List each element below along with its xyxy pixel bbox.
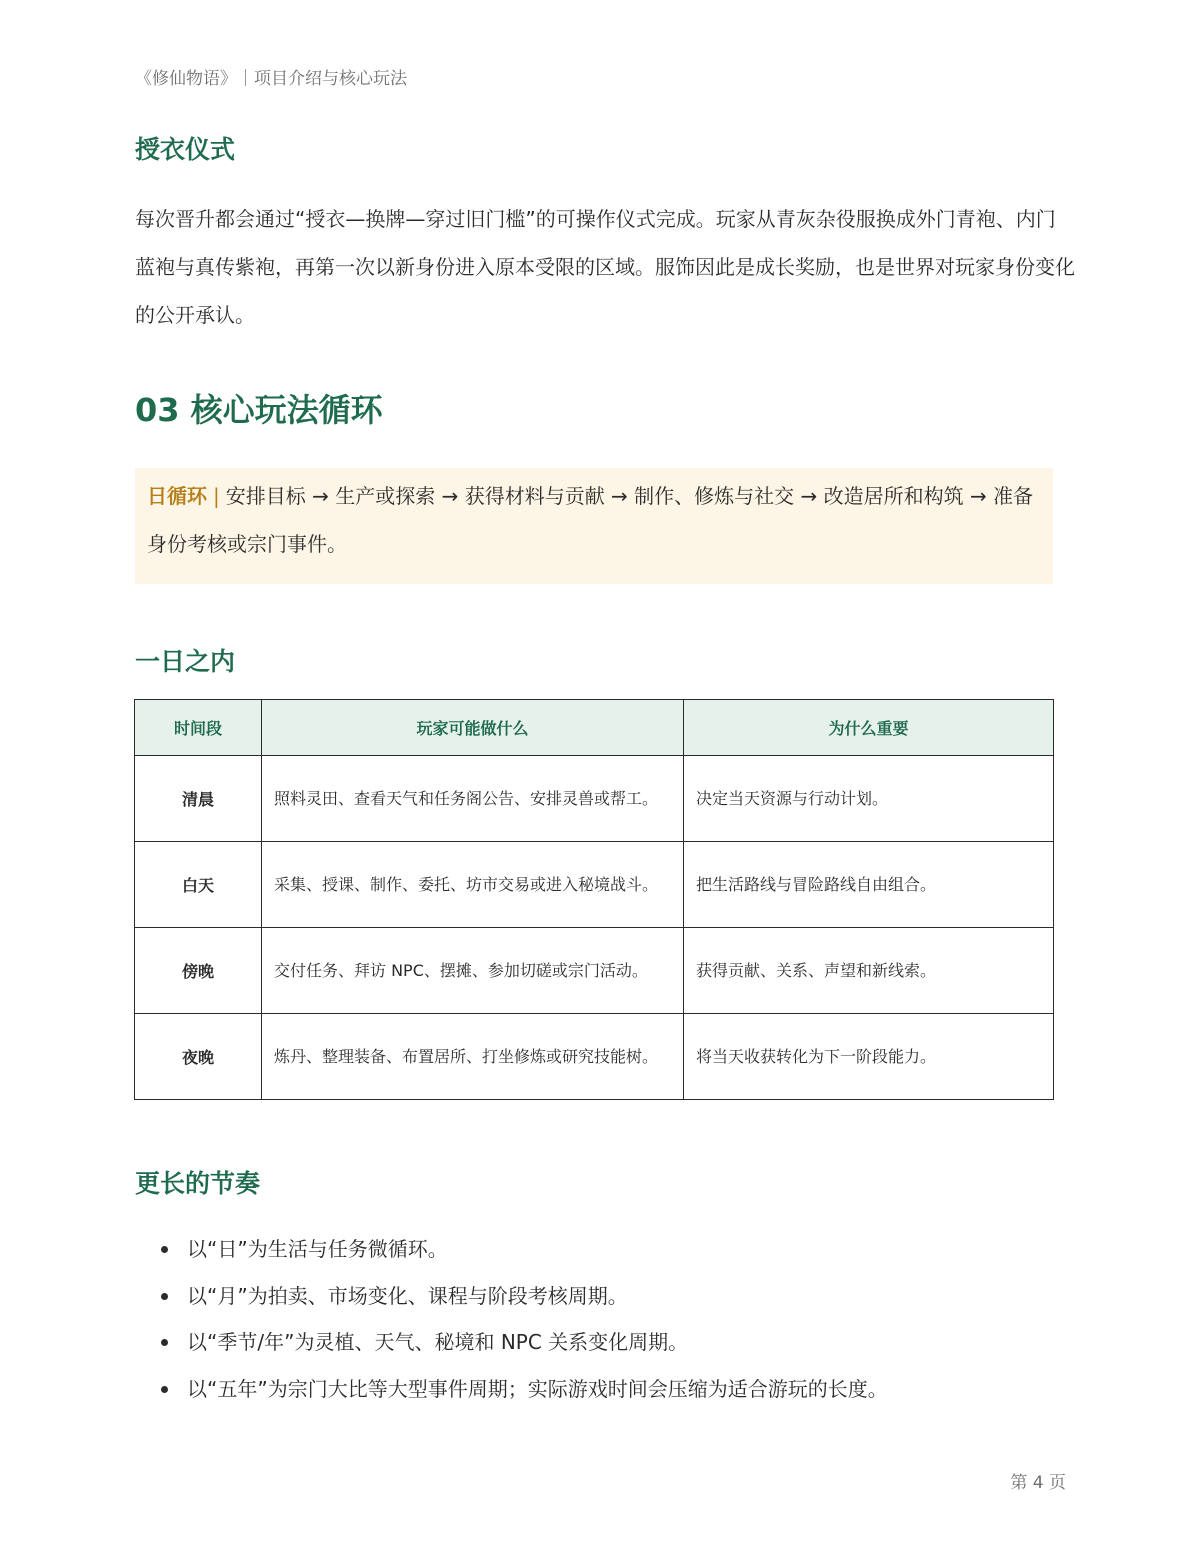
rhythm-list — [135, 1226, 1127, 1412]
daily-schedule-table — [134, 699, 1054, 1100]
table-row — [135, 756, 1054, 842]
table-cell-action: 采集、授课、制作、委托、坊市交易或进入秘境战斗。 — [262, 842, 684, 928]
callout-separator: | — [213, 484, 220, 508]
list-item — [187, 1366, 1127, 1413]
list-item-text: 以“季节/年”为灵植、天气、秘境和 NPC 关系变化周期。 — [187, 1330, 689, 1354]
section-heading-core-loop: 03 核心玩法循环 — [135, 391, 383, 429]
table-cell-reason: 获得贡献、关系、声望和新线索。 — [684, 928, 1054, 1014]
daily-loop-callout — [135, 468, 1053, 584]
table-cell-action: 交付任务、拜访 NPC、摆摊、参加切磋或宗门活动。 — [262, 928, 684, 1014]
page-number: 第 4 页 — [1010, 1473, 1066, 1493]
column-header-period: 时间段 — [135, 700, 262, 756]
table-row — [135, 842, 1054, 928]
section-heading-within-a-day: 一日之内 — [135, 647, 236, 676]
table-cell-action: 炼丹、整理装备、布置居所、打坐修炼或研究技能树。 — [262, 1014, 684, 1100]
bullet-dot-icon — [161, 1293, 168, 1300]
bullet-dot-icon — [161, 1246, 168, 1253]
table-row — [135, 1014, 1054, 1100]
bullet-dot-icon — [161, 1339, 168, 1346]
list-item-text: 以“日”为生活与任务微循环。 — [187, 1237, 448, 1261]
callout-text: 安排目标 → 生产或探索 → 获得材料与贡献 → 制作、修炼与社交 → 改造居所和构筑 → 准备身份考核或宗门事件。 — [147, 484, 1034, 556]
table-header-row — [135, 700, 1054, 756]
table-cell-period: 傍晚 — [135, 928, 262, 1014]
table-cell-reason: 决定当天资源与行动计划。 — [684, 756, 1054, 842]
list-item-text: 以“五年”为宗门大比等大型事件周期；实际游戏时间会压缩为适合游玩的长度。 — [187, 1376, 888, 1401]
section-heading-robe-ceremony: 授衣仪式 — [135, 135, 236, 164]
table-cell-action: 照料灵田、查看天气和任务阁公告、安排灵兽或帮工。 — [262, 756, 684, 842]
table-cell-period: 清晨 — [135, 756, 262, 842]
table-cell-reason: 把生活路线与冒险路线自由组合。 — [684, 842, 1054, 928]
robe-ceremony-paragraph: 每次晋升都会通过“授衣—换牌—穿过旧门槛”的可操作仪式完成。玩家从青灰杂役服换成外门青袍、内门蓝袍与真传紫袍，再第一次以新身份进入原本受限的区域。服饰因此是成长奖励，也是世界对玩家身份变化的公开承认。 — [135, 207, 1075, 327]
section-heading-longer-rhythm: 更长的节奏 — [135, 1169, 261, 1198]
callout-tag: 日循环 — [147, 484, 207, 508]
list-item — [187, 1273, 1127, 1320]
table-row — [135, 928, 1054, 1014]
list-item — [187, 1226, 1127, 1273]
table-cell-period: 夜晚 — [135, 1014, 262, 1100]
table-cell-reason: 将当天收获转化为下一阶段能力。 — [684, 1014, 1054, 1100]
bullet-dot-icon — [161, 1386, 168, 1393]
list-item-text: 以“月”为拍卖、市场变化、课程与阶段考核周期。 — [187, 1283, 628, 1308]
list-item — [187, 1319, 1127, 1366]
column-header-action: 玩家可能做什么 — [262, 700, 684, 756]
running-header: 《修仙物语》｜项目介绍与核心玩法 — [135, 69, 407, 89]
column-header-reason: 为什么重要 — [684, 700, 1054, 756]
table-cell-period: 白天 — [135, 842, 262, 928]
